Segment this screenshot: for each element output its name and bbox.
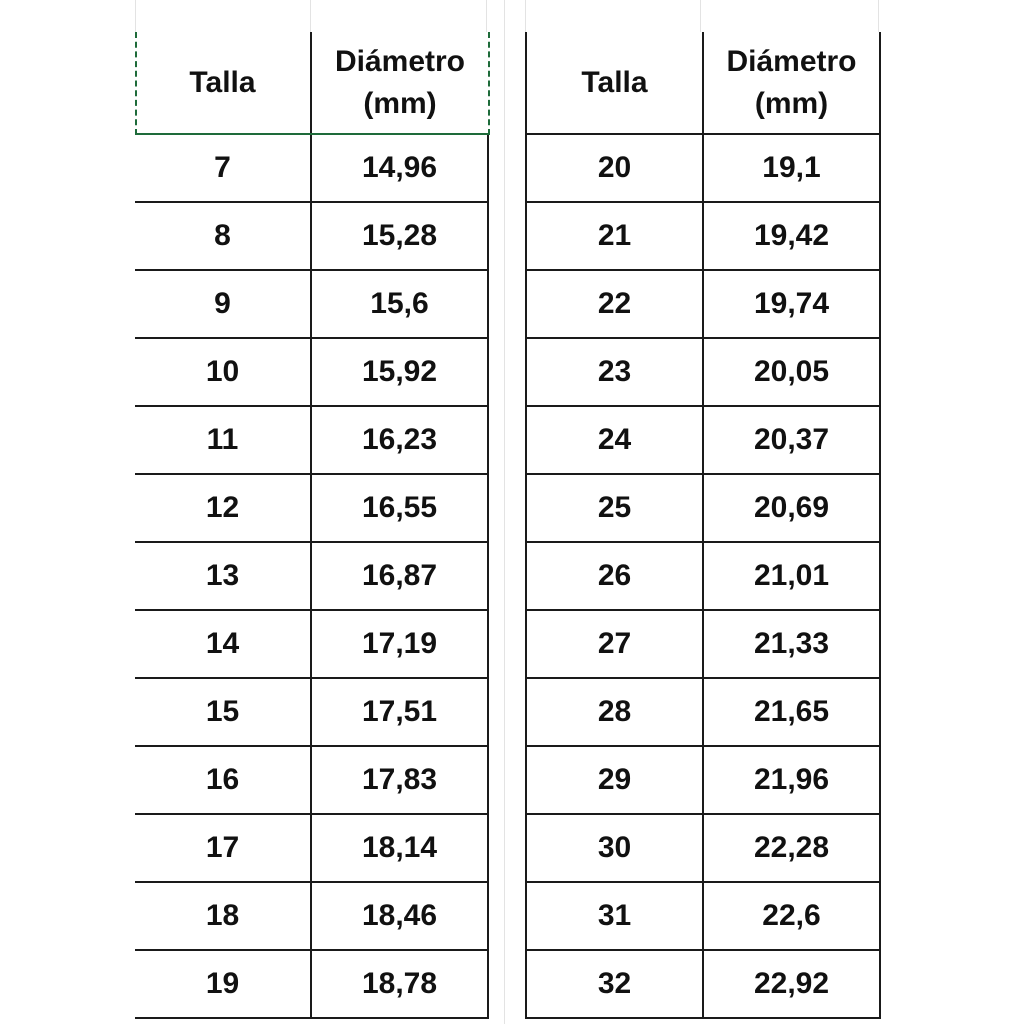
- size-cell[interactable]: 22: [526, 270, 703, 338]
- header-diameter-cell[interactable]: [311, 32, 488, 134]
- diameter-cell[interactable]: 20,05: [703, 338, 880, 406]
- table-row: [135, 134, 488, 202]
- table-row: [135, 610, 488, 678]
- header-diameter-label: Diámetro: [726, 44, 857, 78]
- size-cell[interactable]: 14: [135, 610, 311, 678]
- size-cell[interactable]: 12: [135, 474, 311, 542]
- size-cell[interactable]: 9: [135, 270, 311, 338]
- diameter-cell[interactable]: 15,6: [311, 270, 488, 338]
- gridline: [310, 0, 311, 32]
- diameter-cell[interactable]: 15,92: [311, 338, 488, 406]
- diameter-cell[interactable]: 22,6: [703, 882, 880, 950]
- diameter-cell[interactable]: 18,46: [311, 882, 488, 950]
- header-diameter-label: Diámetro: [334, 44, 466, 78]
- diameter-cell[interactable]: 20,69: [703, 474, 880, 542]
- diameter-cell[interactable]: 22,28: [703, 814, 880, 882]
- table-row: [135, 678, 488, 746]
- table-row: [526, 746, 880, 814]
- diameter-cell[interactable]: 17,51: [311, 678, 488, 746]
- table-row: [526, 202, 880, 270]
- size-cell[interactable]: 11: [135, 406, 311, 474]
- table-row: [135, 542, 488, 610]
- table-row: [135, 202, 488, 270]
- gridline: [504, 0, 505, 1024]
- gridline: [135, 0, 136, 32]
- header-diameter-unit: (mm): [363, 86, 437, 120]
- table-row: [526, 542, 880, 610]
- table-row: [135, 270, 488, 338]
- size-cell[interactable]: 19: [135, 950, 311, 1018]
- diameter-cell[interactable]: 21,65: [703, 678, 880, 746]
- table-row: [135, 406, 488, 474]
- table-body: [135, 134, 488, 1018]
- table-row: [526, 610, 880, 678]
- table-row: [526, 814, 880, 882]
- table-body: [526, 134, 880, 1018]
- diameter-cell[interactable]: 19,1: [703, 134, 880, 202]
- header-size-cell[interactable]: [526, 32, 703, 134]
- table-row: [135, 882, 488, 950]
- size-cell[interactable]: 23: [526, 338, 703, 406]
- size-cell[interactable]: 16: [135, 746, 311, 814]
- table-row: [135, 950, 488, 1018]
- header-size-label: Talla: [581, 65, 648, 99]
- diameter-cell[interactable]: 15,28: [311, 202, 488, 270]
- size-table-right: [525, 32, 881, 1019]
- size-cell[interactable]: 32: [526, 950, 703, 1018]
- size-cell[interactable]: 15: [135, 678, 311, 746]
- gridline: [700, 0, 701, 32]
- size-cell[interactable]: 31: [526, 882, 703, 950]
- size-cell[interactable]: 30: [526, 814, 703, 882]
- header-row: [526, 32, 880, 134]
- gridline: [486, 0, 487, 32]
- diameter-cell[interactable]: 21,33: [703, 610, 880, 678]
- table-row: [526, 134, 880, 202]
- header-size-cell[interactable]: [135, 32, 311, 134]
- diameter-cell[interactable]: 16,23: [311, 406, 488, 474]
- header-size-label: Talla: [189, 65, 256, 99]
- diameter-cell[interactable]: 20,37: [703, 406, 880, 474]
- size-cell[interactable]: 17: [135, 814, 311, 882]
- size-cell[interactable]: 13: [135, 542, 311, 610]
- diameter-cell[interactable]: 14,96: [311, 134, 488, 202]
- table-row: [135, 338, 488, 406]
- diameter-cell[interactable]: 18,14: [311, 814, 488, 882]
- table-row: [135, 474, 488, 542]
- diameter-cell[interactable]: 19,42: [703, 202, 880, 270]
- diameter-cell[interactable]: 21,01: [703, 542, 880, 610]
- size-cell[interactable]: 28: [526, 678, 703, 746]
- table-row: [526, 950, 880, 1018]
- diameter-cell[interactable]: 18,78: [311, 950, 488, 1018]
- table-row: [135, 746, 488, 814]
- diameter-cell[interactable]: 17,19: [311, 610, 488, 678]
- header-divider: [310, 32, 312, 133]
- size-cell[interactable]: 21: [526, 202, 703, 270]
- gridline: [525, 0, 526, 32]
- table-row: [135, 814, 488, 882]
- size-cell[interactable]: 29: [526, 746, 703, 814]
- size-cell[interactable]: 20: [526, 134, 703, 202]
- header-diameter-unit: (mm): [754, 86, 829, 120]
- table-row: [526, 882, 880, 950]
- size-cell[interactable]: 26: [526, 542, 703, 610]
- diameter-cell[interactable]: 17,83: [311, 746, 488, 814]
- size-cell[interactable]: 8: [135, 202, 311, 270]
- size-cell[interactable]: 27: [526, 610, 703, 678]
- diameter-cell[interactable]: 16,55: [311, 474, 488, 542]
- size-cell[interactable]: 10: [135, 338, 311, 406]
- table-row: [526, 678, 880, 746]
- size-cell[interactable]: 18: [135, 882, 311, 950]
- size-cell[interactable]: 24: [526, 406, 703, 474]
- size-table-left: [135, 32, 489, 1019]
- diameter-cell[interactable]: 19,74: [703, 270, 880, 338]
- gridline: [878, 0, 879, 32]
- table-row: [526, 474, 880, 542]
- table-row: [526, 406, 880, 474]
- diameter-cell[interactable]: 21,96: [703, 746, 880, 814]
- diameter-cell[interactable]: 16,87: [311, 542, 488, 610]
- table-row: [526, 338, 880, 406]
- table-row: [526, 270, 880, 338]
- size-cell[interactable]: 25: [526, 474, 703, 542]
- diameter-cell[interactable]: 22,92: [703, 950, 880, 1018]
- header-diameter-cell[interactable]: [703, 32, 880, 134]
- size-cell[interactable]: 7: [135, 134, 311, 202]
